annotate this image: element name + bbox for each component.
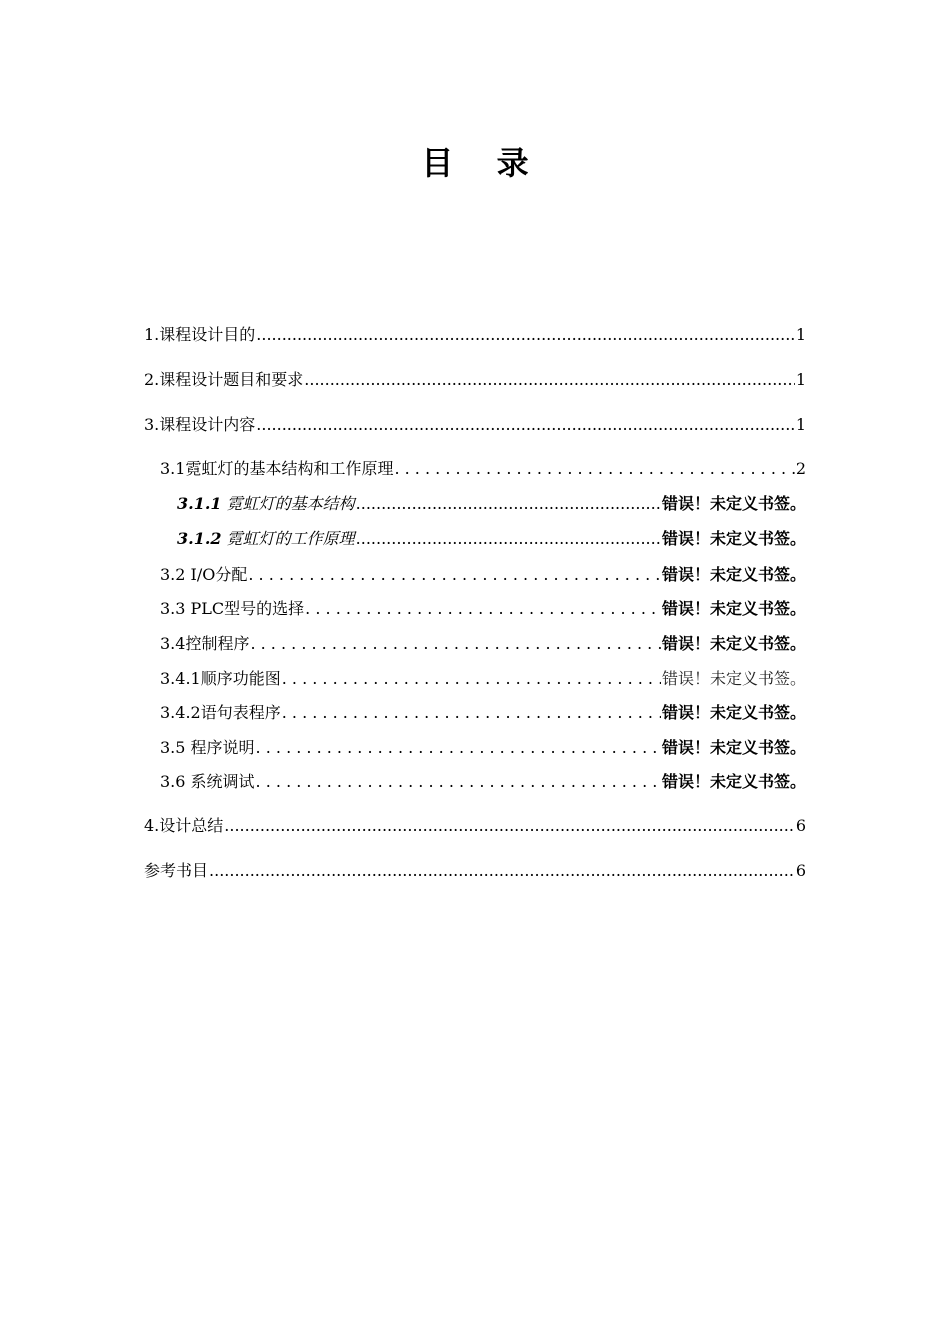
toc-page-error: 错误！未定义书签。 [661,494,806,513]
toc-entry-label: 1.课程设计目的 [144,325,256,344]
toc-entry-label: 3.2 I/O分配 [160,565,248,584]
toc-page-number: 2 [795,459,806,478]
toc-entry-number: 3.1.2 [177,529,222,548]
toc-entry-text: 霓虹灯的基本结构 [226,494,355,513]
toc-leader-dots [282,667,661,691]
toc-entry-label: 3.4控制程序 [160,634,250,653]
toc-leader-dots [356,527,661,551]
toc-entry-design-summary[interactable] [144,814,806,838]
toc-entry-3-1[interactable] [160,457,806,481]
toc-entry-label: 4.设计总结 [144,816,224,835]
toc-leader-dots [282,701,661,725]
toc-leader-dots [209,859,795,883]
toc-entry-3-3[interactable] [160,597,806,621]
toc-entry-3-1-1[interactable] [177,492,806,516]
toc-leader-dots [224,814,795,838]
toc-entry-course-purpose[interactable] [144,323,806,347]
toc-leader-dots [305,597,661,621]
toc-page-error: 错误！未定义书签。 [661,669,806,688]
toc-page-number: 1 [795,325,806,344]
toc-entry-label: 3.5 程序说明 [160,738,255,757]
toc-entry-text: 霓虹灯的工作原理 [226,529,355,548]
toc-page-error: 错误！未定义书签。 [661,634,806,653]
toc-entry-3-1-2[interactable] [177,527,806,551]
toc-leader-dots [256,736,661,760]
toc-entry-label: 3.4.1顺序功能图 [160,669,281,688]
toc-page-error: 错误！未定义书签。 [661,703,806,722]
toc-entry-label: 3.1霓虹灯的基本结构和工作原理 [160,459,394,478]
toc-page-number: 1 [795,415,806,434]
toc-leader-dots [250,632,661,656]
toc-leader-dots [256,323,795,347]
toc-page-error: 错误！未定义书签。 [661,738,806,757]
toc-page-error: 错误！未定义书签。 [661,529,806,548]
toc-leader-dots [394,457,794,481]
toc-leader-dots [304,368,795,392]
toc-entry-label: 参考书目 [144,861,209,880]
toc-entry-3-5[interactable] [160,736,806,760]
toc-entry-3-2[interactable] [160,563,806,587]
toc-entry-label: 3.4.2语句表程序 [160,703,281,722]
toc-page-number: 6 [795,816,806,835]
toc-entry-3-4-1[interactable] [160,667,806,691]
toc-leader-dots [256,770,661,794]
toc-leader-dots [248,563,661,587]
toc-entry-course-content[interactable] [144,413,806,437]
toc-entry-3-4-2[interactable] [160,701,806,725]
toc-entry-topic-requirements[interactable] [144,368,806,392]
toc-entry-label [177,527,355,551]
toc-entry-label: 3.3 PLC型号的选择 [160,599,305,618]
toc-page-error: 错误！未定义书签。 [661,772,806,791]
toc-entry-label [177,492,355,516]
toc-page-error: 错误！未定义书签。 [661,565,806,584]
toc-entry-references[interactable] [144,859,806,883]
toc-page-number: 6 [795,861,806,880]
toc-entry-label: 3.6 系统调试 [160,772,255,791]
toc-page-number: 1 [795,370,806,389]
toc-page-error: 错误！未定义书签。 [661,599,806,618]
page-title: 目 录 [421,144,545,182]
toc-entry-label: 3.课程设计内容 [144,415,256,434]
toc-entry-3-6[interactable] [160,770,806,794]
toc-leader-dots [356,492,661,516]
toc-leader-dots [256,413,795,437]
toc-entry-number: 3.1.1 [177,494,222,513]
toc-entry-label: 2.课程设计题目和要求 [144,370,304,389]
toc-entry-3-4[interactable] [160,632,806,656]
